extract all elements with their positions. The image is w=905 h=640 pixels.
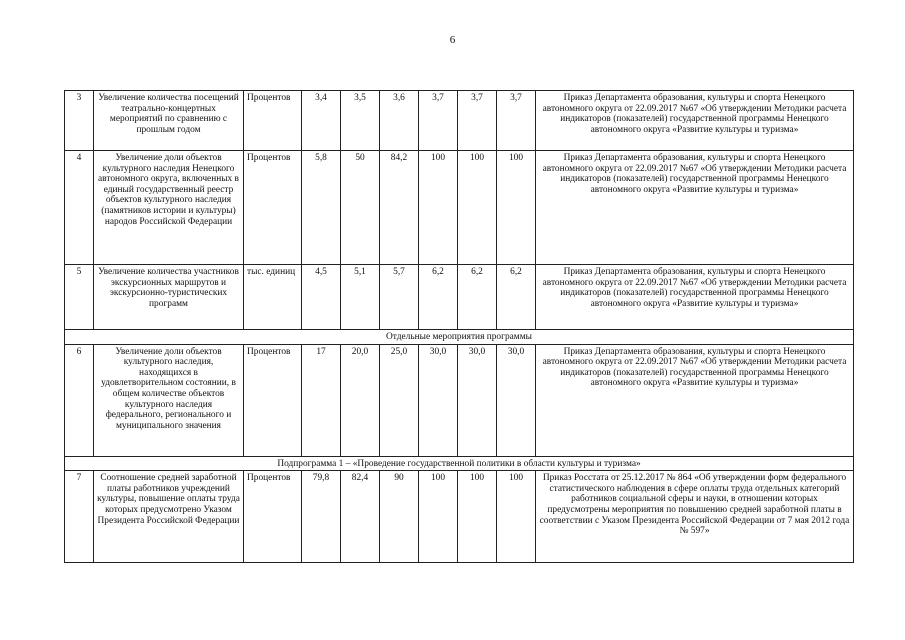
source-cell: Приказ Департамента образования, культуры и спорта Ненецкого автономного округа от 22.09.2017 №67 «Об утверждении Методики расчета индикаторов (показателей) государственной программы Ненецкого автономного округа «Развитие культуры и туризма» <box>536 151 854 265</box>
row-number: 5 <box>65 265 94 330</box>
source-cell: Приказ Росстата от 25.12.2017 № 864 «Об утверждении форм федерального статистического наблюдения в сфере оплаты труда отдельных категорий работников социальной сферы и науки, в отношении которых предусмотрены мероприятия по повышению средней заработной платы в соответствии с Указом Президента Российской Федерации от 7 мая 2012 года № 597» <box>536 471 854 563</box>
section-header-row <box>65 330 854 345</box>
value-cell: 100 <box>458 151 497 265</box>
value-cell: 3,7 <box>419 91 458 151</box>
value-cell: 6,2 <box>419 265 458 330</box>
value-cell: 20,0 <box>341 344 380 456</box>
section-title: Подпрограмма 1 – «Проведение государственной политики в области культуры и туризма» <box>65 456 854 471</box>
indicator-name: Увеличение количества участников экскурсионных маршрутов и экскурсионно-туристических программ <box>94 265 244 330</box>
unit-cell: Процентов <box>244 91 302 151</box>
source-cell: Приказ Департамента образования, культуры и спорта Ненецкого автономного округа от 22.09.2017 №67 «Об утверждении Методики расчета индикаторов (показателей) государственной программы Ненецкого автономного округа «Развитие культуры и туризма» <box>536 265 854 330</box>
unit-cell: Процентов <box>244 471 302 563</box>
value-cell: 30,0 <box>497 344 536 456</box>
page-number: 6 <box>449 34 456 46</box>
value-cell: 3,4 <box>302 91 341 151</box>
value-cell: 100 <box>497 471 536 563</box>
value-cell: 5,8 <box>302 151 341 265</box>
value-cell: 100 <box>497 151 536 265</box>
section-title: Отдельные мероприятия программы <box>65 330 854 345</box>
source-cell: Приказ Департамента образования, культуры и спорта Ненецкого автономного округа от 22.09.2017 №67 «Об утверждении Методики расчета индикаторов (показателей) государственной программы Ненецкого автономного округа «Развитие культуры и туризма» <box>536 344 854 456</box>
value-cell: 17 <box>302 344 341 456</box>
value-cell: 90 <box>380 471 419 563</box>
unit-cell: Процентов <box>244 344 302 456</box>
value-cell: 4,5 <box>302 265 341 330</box>
value-cell: 79,8 <box>302 471 341 563</box>
value-cell: 3,5 <box>341 91 380 151</box>
value-cell: 30,0 <box>419 344 458 456</box>
indicator-name: Увеличение доли объектов культурного наследия Ненецкого автономного округа, включенных в единый государственный реестр объектов культурного наследия (памятников истории и культуры) народов Российской Федерации <box>94 151 244 265</box>
indicator-name: Увеличение количества посещений театрально-концертных мероприятий по сравнению с прошлым годом <box>94 91 244 151</box>
row-number: 4 <box>65 151 94 265</box>
value-cell: 3,6 <box>380 91 419 151</box>
row-number: 6 <box>65 344 94 456</box>
table-row <box>65 471 854 563</box>
value-cell: 50 <box>341 151 380 265</box>
indicator-name: Увеличение доли объектов культурного наследия, находящихся в удовлетворительном состоянии, в общем количестве объектов культурного наследия федерального, регионального и муниципального значения <box>94 344 244 456</box>
value-cell: 100 <box>458 471 497 563</box>
value-cell: 84,2 <box>380 151 419 265</box>
indicator-name: Соотношение средней заработной платы работников учреждений культуры, повышение оплаты труда которых предусмотрено Указом Президента Российской Федерации <box>94 471 244 563</box>
value-cell: 3,7 <box>497 91 536 151</box>
value-cell: 25,0 <box>380 344 419 456</box>
table-row <box>65 344 854 456</box>
unit-cell: тыс. единиц <box>244 265 302 330</box>
value-cell: 3,7 <box>458 91 497 151</box>
row-number: 3 <box>65 91 94 151</box>
value-cell: 30,0 <box>458 344 497 456</box>
row-number: 7 <box>65 471 94 563</box>
value-cell: 100 <box>419 471 458 563</box>
table-row <box>65 91 854 151</box>
value-cell: 100 <box>419 151 458 265</box>
value-cell: 5,7 <box>380 265 419 330</box>
value-cell: 5,1 <box>341 265 380 330</box>
table-row <box>65 151 854 265</box>
section-header-row <box>65 456 854 471</box>
source-cell: Приказ Департамента образования, культуры и спорта Ненецкого автономного округа от 22.09.2017 №67 «Об утверждении Методики расчета индикаторов (показателей) государственной программы Ненецкого автономного округа «Развитие культуры и туризма» <box>536 91 854 151</box>
value-cell: 6,2 <box>458 265 497 330</box>
value-cell: 82,4 <box>341 471 380 563</box>
value-cell: 6,2 <box>497 265 536 330</box>
table-row <box>65 265 854 330</box>
unit-cell: Процентов <box>244 151 302 265</box>
indicators-table <box>64 90 854 563</box>
